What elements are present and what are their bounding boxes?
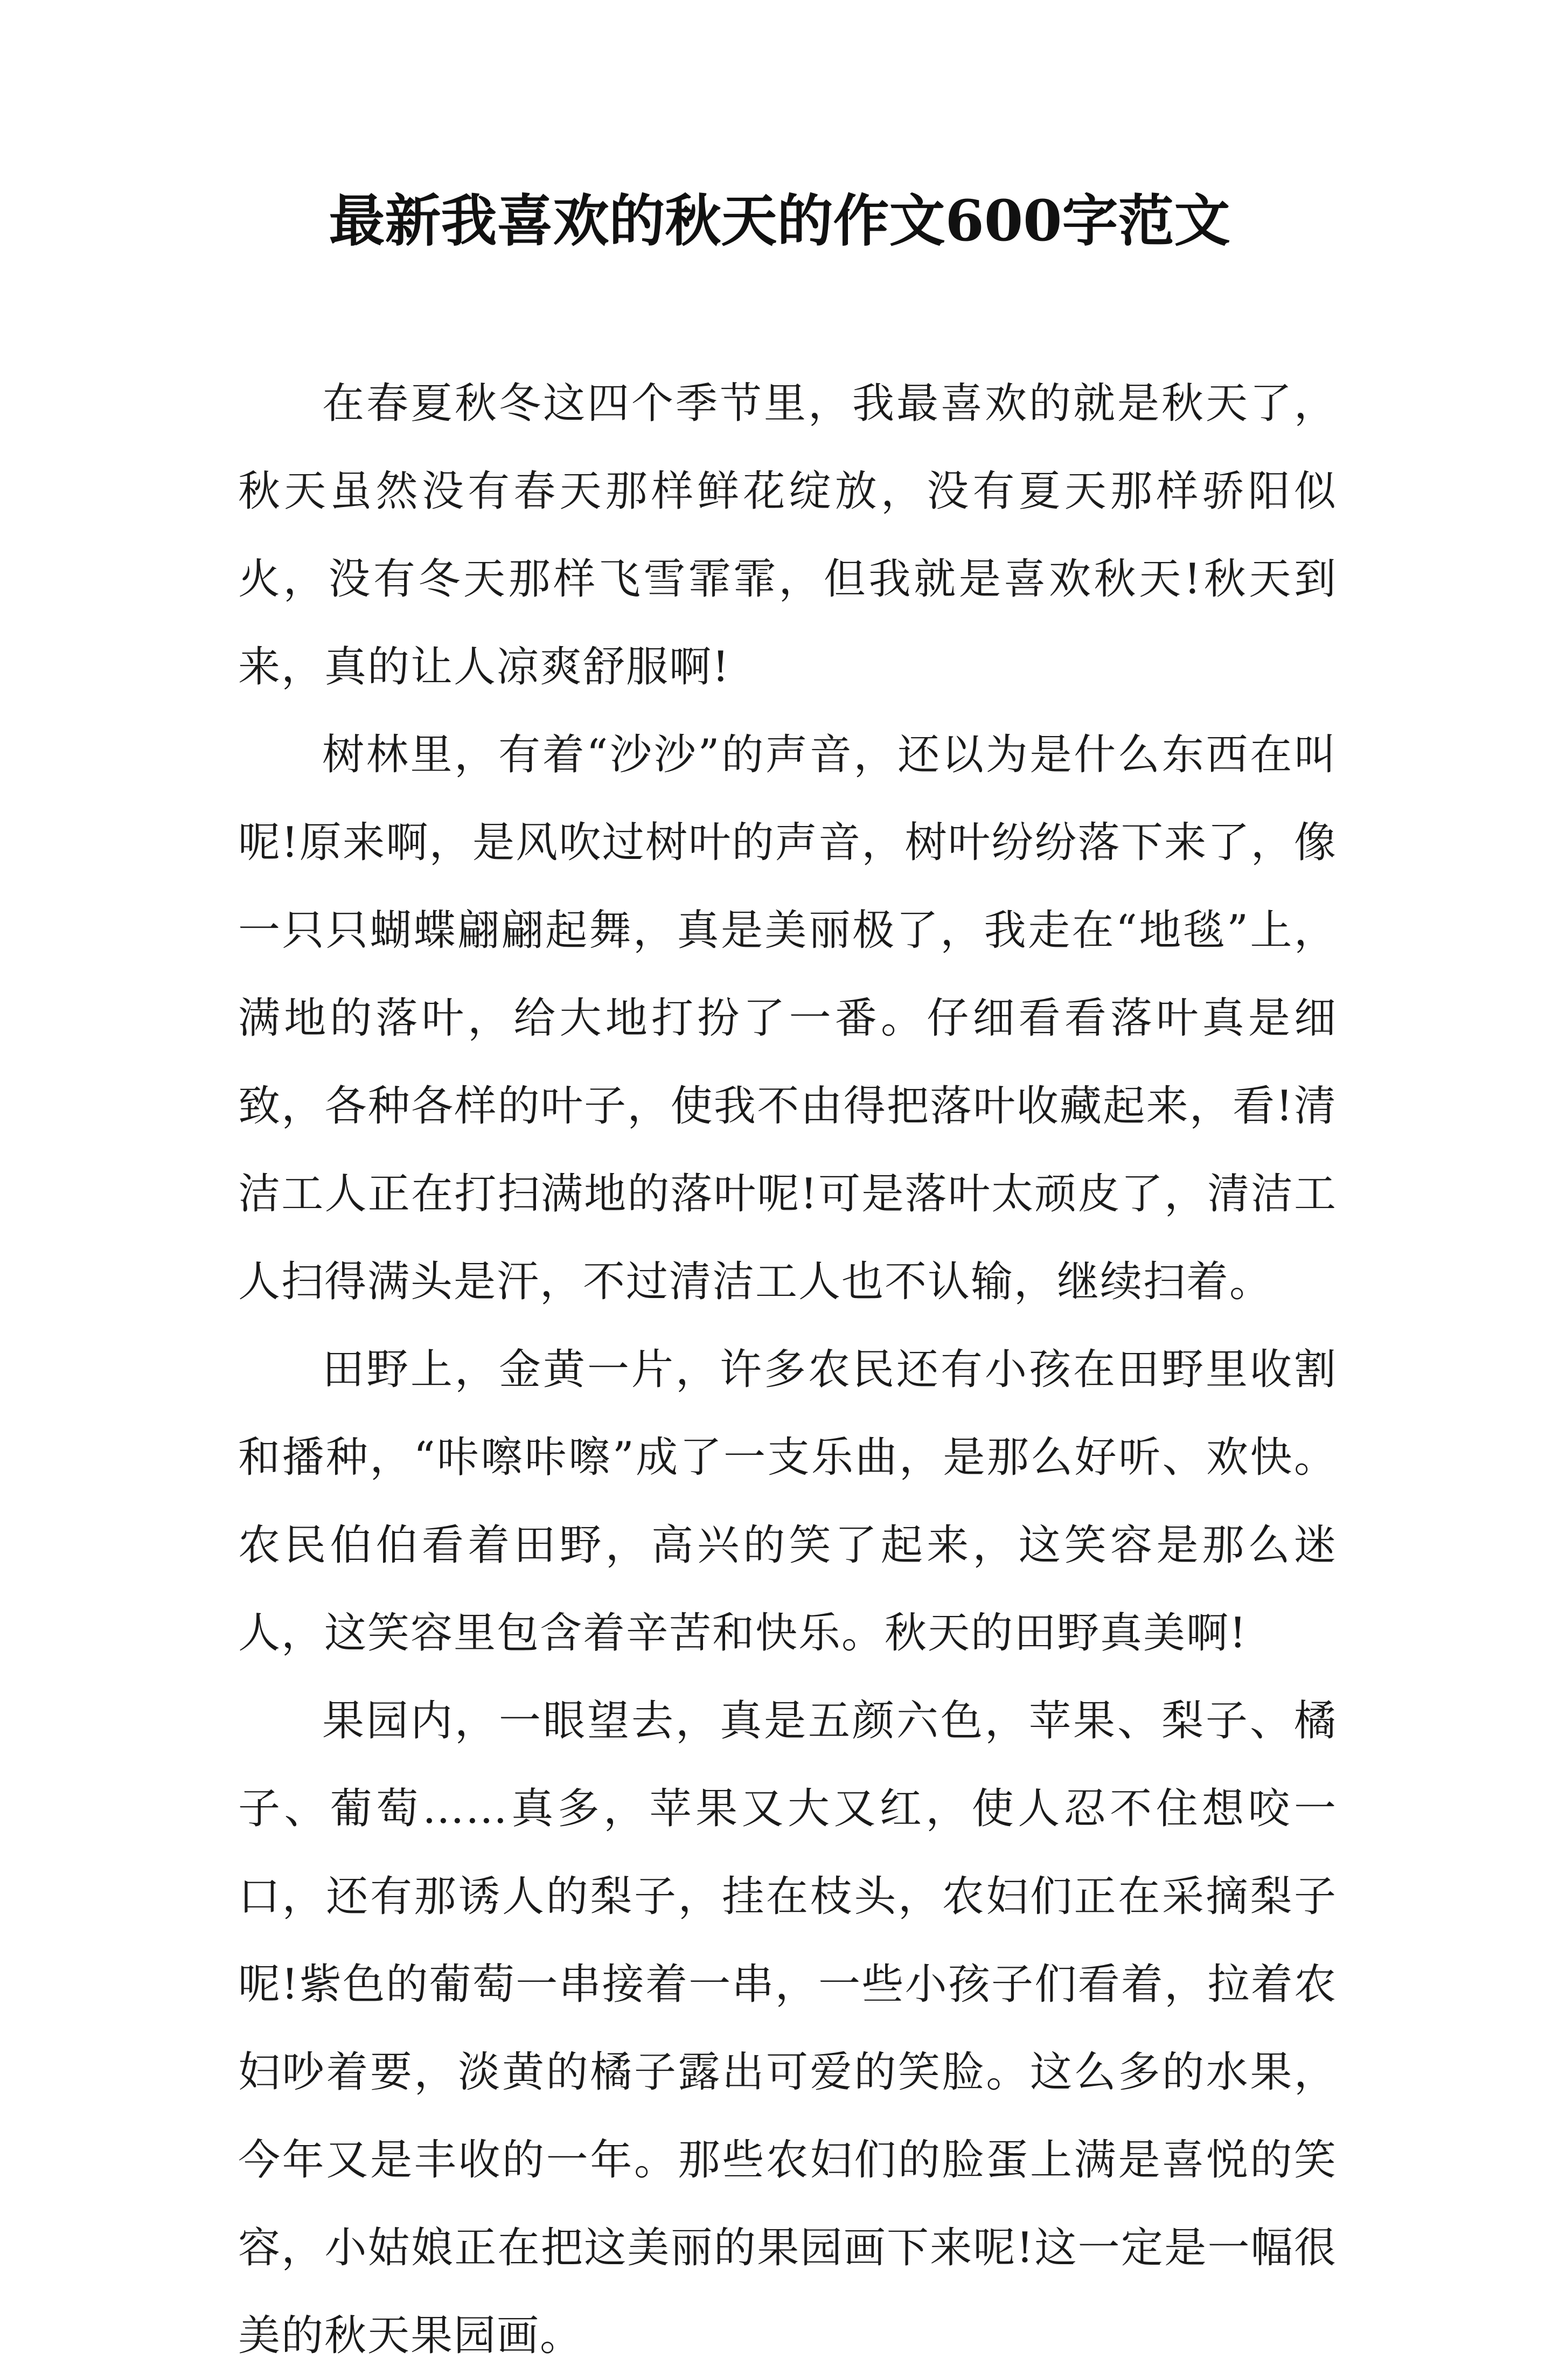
document-body <box>238 360 1337 2380</box>
document-title: 最新我喜欢的秋天的作文600字范文 <box>329 188 1230 254</box>
paragraph-orchard: 果园内，一眼望去，真是五颜六色，苹果、梨子、橘子、葡萄……真多，苹果又大又红，使人忍不住想咬一口，还有那诱人的梨子，挂在枝头，农妇们正在采摘梨子呢!紫色的葡萄一串接着一串，一些小孩子们看着，拉着农妇吵着要，淡黄的橘子露出可爱的笑脸。这么多的水果，今年又是丰收的一年。那些农妇们的脸蛋上满是喜悦的笑容，小姑娘正在把这美丽的果园画下来呢!这一定是一幅很美的秋天果园画。 <box>238 1697 1337 2360</box>
paragraph-forest: 树林里，有着“沙沙”的声音，还以为是什么东西在叫呢!原来啊，是风吹过树叶的声音，树叶纷纷落下来了，像一只只蝴蝶翩翩起舞，真是美丽极了，我走在“地毯”上，满地的落叶，给大地打扮了一番。仔细看看落叶真是细致，各种各样的叶子，使我不由得把落叶收藏起来，看!清洁工人正在打扫满地的落叶呢!可是落叶太顽皮了，清洁工人扫得满头是汗，不过清洁工人也不认输，继续扫着。 <box>238 731 1337 1306</box>
paragraph-intro: 在春夏秋冬这四个季节里，我最喜欢的就是秋天了，秋天虽然没有春天那样鲜花绽放，没有夏天那样骄阳似火，没有冬天那样飞雪霏霏，但我就是喜欢秋天!秋天到来，真的让人凉爽舒服啊! <box>238 379 1337 691</box>
paragraph-field: 田野上，金黄一片，许多农民还有小孩在田野里收割和播种，“咔嚓咔嚓”成了一支乐曲，是那么好听、欢快。农民伯伯看着田野，高兴的笑了起来，这笑容是那么迷人，这笑容里包含着辛苦和快乐。秋天的田野真美啊! <box>238 1345 1337 1657</box>
